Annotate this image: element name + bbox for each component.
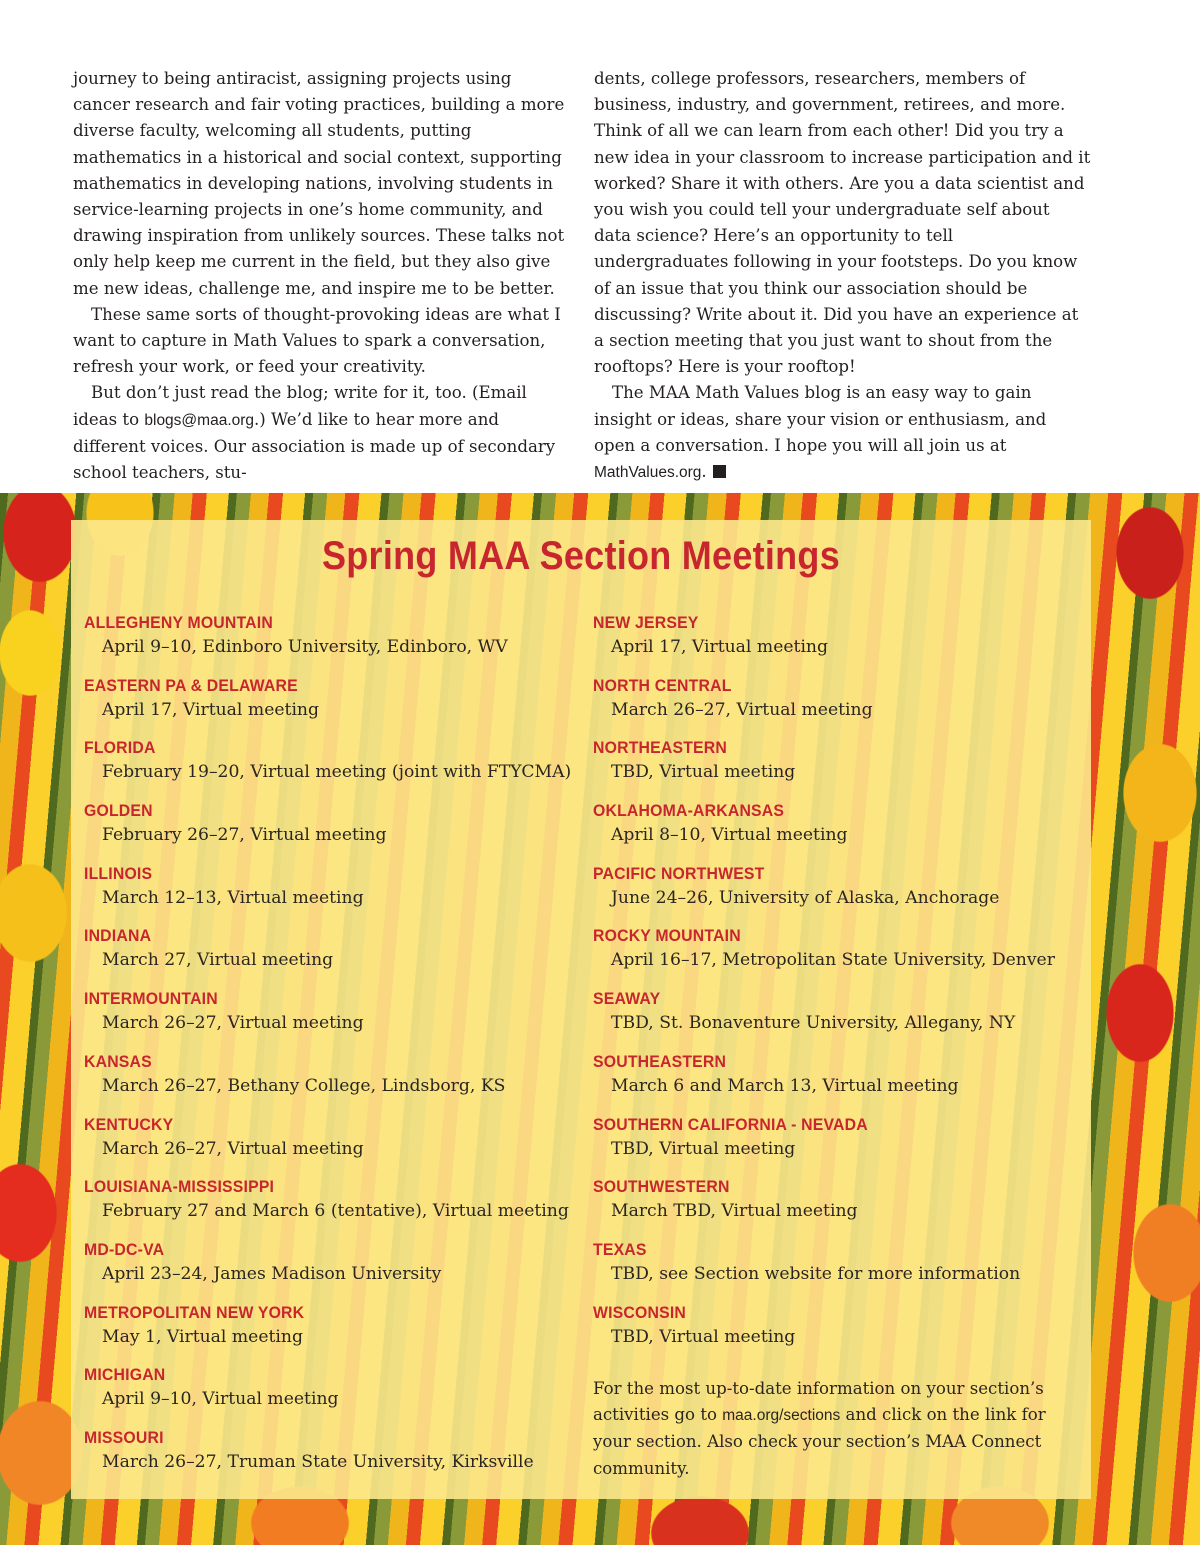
section-detail: March 27, Virtual meeting [102, 950, 334, 971]
section-detail: April 23–24, James Madison University [102, 1263, 442, 1284]
section-detail: March 12–13, Virtual meeting [102, 887, 364, 908]
section-detail: April 8–10, Virtual meeting [611, 825, 848, 846]
section-detail: March 26–27, Bethany College, Lindsborg, KS [102, 1075, 506, 1096]
article-paragraph [73, 380, 570, 486]
section-name: ROCKY MOUNTAIN [593, 926, 741, 946]
paragraph-text: .) We’d like to hear more and different voices. Our association is made up of secondary school teachers, stu- [73, 409, 556, 483]
section-entry [593, 1051, 1083, 1114]
section-name: METROPOLITAN NEW YORK [84, 1302, 305, 1322]
section-name: SOUTHEASTERN [593, 1051, 727, 1071]
section-name: PACIFIC NORTHWEST [593, 863, 765, 883]
section-meetings-panel [71, 520, 1091, 1499]
section-detail: May 1, Virtual meeting [102, 1326, 304, 1347]
section-entry [593, 988, 1083, 1051]
section-entry [593, 612, 1083, 675]
section-detail: April 9–10, Virtual meeting [102, 1389, 339, 1410]
footer-note-text: For the most up-to-date information on your section’s activities go to [593, 1379, 1044, 1425]
footer-note-text: and click on the link for your section. Also check your section’s MAA Connect community. [593, 1405, 1046, 1478]
email-link[interactable]: blogs@maa.org [144, 411, 255, 429]
section-name: SOUTHERN CALIFORNIA - NEVADA [593, 1114, 868, 1134]
section-detail: TBD, see Section website for more information [611, 1263, 1021, 1284]
section-entry [593, 675, 1083, 738]
section-entry [84, 737, 584, 800]
section-detail: TBD, Virtual meeting [611, 1326, 796, 1347]
section-detail: February 19–20, Virtual meeting (joint with FTYCMA) [102, 762, 572, 783]
section-detail: February 27 and March 6 (tentative), Virtual meeting [102, 1201, 569, 1222]
section-name: KENTUCKY [84, 1114, 174, 1134]
sections-left-column [84, 612, 584, 1490]
section-detail: March 26–27, Truman State University, Kirksville [102, 1451, 534, 1472]
panel-title: Spring MAA Section Meetings [321, 534, 840, 578]
section-detail: TBD, Virtual meeting [611, 762, 796, 783]
article-paragraph: journey to being antiracist, assigning projects using cancer research and fair voting practices, building a more diverse faculty, welcoming all students, putting mathematics in a historical and social context, supporting mathematics in developing nations, involving students in service-learning projects in one’s home community, and drawing inspiration from unlikely sources. These talks not only help keep me current in the field, but they also give me new ideas, challenge me, and inspire me to be better. [73, 69, 565, 298]
section-detail: TBD, Virtual meeting [611, 1138, 796, 1159]
section-name: NORTHEASTERN [593, 738, 727, 758]
mathvalues-link[interactable]: MathValues.org [594, 464, 702, 482]
section-detail: June 24–26, University of Alaska, Anchorage [611, 887, 1000, 908]
section-name: NORTH CENTRAL [593, 675, 732, 695]
section-name: INDIANA [84, 926, 152, 946]
section-detail: February 26–27, Virtual meeting [102, 825, 387, 846]
paragraph-text: The MAA Math Values blog is an easy way to gain insight or ideas, share your vision or enthusiasm, and open a conversation. I hope you will all join us at [594, 383, 1047, 455]
section-name: SEAWAY [593, 989, 661, 1009]
section-name: ILLINOIS [84, 863, 153, 883]
section-entry [84, 1364, 584, 1427]
section-detail: April 9–10, Edinboro University, Edinboro, WV [102, 637, 508, 657]
section-detail: March 26–27, Virtual meeting [102, 1138, 364, 1159]
section-entry [593, 1114, 1083, 1177]
paragraph-text: But don’t just read the blog; write for it, too. (Email ideas to [73, 383, 527, 429]
section-entry [84, 675, 584, 738]
article-paragraph: These same sorts of thought-provoking ideas are what I want to capture in Math Values to spark a conversation, refresh your work, or feed your creativity. [73, 304, 561, 377]
section-name: LOUISIANA-MISSISSIPPI [84, 1177, 275, 1197]
section-detail: March 26–27, Virtual meeting [102, 1013, 364, 1034]
section-entry [84, 1302, 584, 1365]
paragraph-text: . [701, 462, 707, 482]
section-entry [84, 863, 584, 926]
section-name: MICHIGAN [84, 1365, 166, 1385]
section-entry [84, 612, 584, 675]
section-name: FLORIDA [84, 738, 156, 758]
footer-note [593, 1376, 1063, 1482]
section-name: GOLDEN [84, 801, 153, 821]
section-name: INTERMOUNTAIN [84, 989, 218, 1009]
section-entry [84, 925, 584, 988]
section-entry [84, 1051, 584, 1114]
section-name: OKLAHOMA-ARKANSAS [593, 801, 785, 821]
end-mark-icon [713, 465, 726, 478]
section-detail: March 26–27, Virtual meeting [611, 699, 873, 720]
section-entry [84, 988, 584, 1051]
section-entry [84, 1427, 584, 1490]
section-name: SOUTHWESTERN [593, 1177, 730, 1197]
tulip-background-photo [0, 493, 1200, 1545]
sections-link[interactable]: maa.org/sections [722, 1407, 841, 1425]
section-name: KANSAS [84, 1051, 152, 1071]
article-left-column [73, 66, 570, 483]
article-right-column [594, 66, 1091, 482]
section-entry [84, 1239, 584, 1302]
section-entry [593, 800, 1083, 863]
section-detail: March 6 and March 13, Virtual meeting [611, 1075, 959, 1096]
section-name: WISCONSIN [593, 1302, 687, 1322]
section-name: TEXAS [593, 1239, 647, 1259]
section-entry [593, 737, 1083, 800]
section-detail: TBD, St. Bonaventure University, Allegany, NY [611, 1013, 1016, 1034]
section-entry [593, 863, 1083, 926]
sections-right-column [593, 612, 1083, 1364]
section-entry [84, 1114, 584, 1177]
article-paragraph [594, 380, 1091, 486]
section-entry [593, 1176, 1083, 1239]
section-entry [84, 800, 584, 863]
section-entry [84, 1176, 584, 1239]
section-name: NEW JERSEY [593, 613, 699, 632]
section-detail: April 17, Virtual meeting [611, 637, 829, 657]
section-entry [593, 1302, 1083, 1365]
section-detail: March TBD, Virtual meeting [611, 1201, 858, 1222]
section-name: ALLEGHENY MOUNTAIN [84, 613, 273, 632]
section-entry [593, 925, 1083, 988]
section-entry [593, 1239, 1083, 1302]
section-detail: April 16–17, Metropolitan State University, Denver [611, 950, 1055, 971]
article-paragraph: dents, college professors, researchers, members of business, industry, and government, retirees, and more. Think of all we can learn from each other! Did you try a new idea in your classroom to increase participation and it worked? Share it with others. Are you a data scientist and you wish you could tell your undergraduate self about data science? Here’s an opportunity to tell undergraduates following in your footsteps. Do you know of an issue that you think our association should be discussing? Write about it. Did you have an experience at a section meeting that you just want to shout from the rooftops? Here is your rooftop! [594, 69, 1091, 377]
section-detail: April 17, Virtual meeting [102, 699, 320, 720]
section-name: EASTERN PA & DELAWARE [84, 675, 298, 695]
section-name: MD-DC-VA [84, 1239, 165, 1259]
section-name: MISSOURI [84, 1427, 164, 1447]
article-text [73, 66, 1091, 483]
